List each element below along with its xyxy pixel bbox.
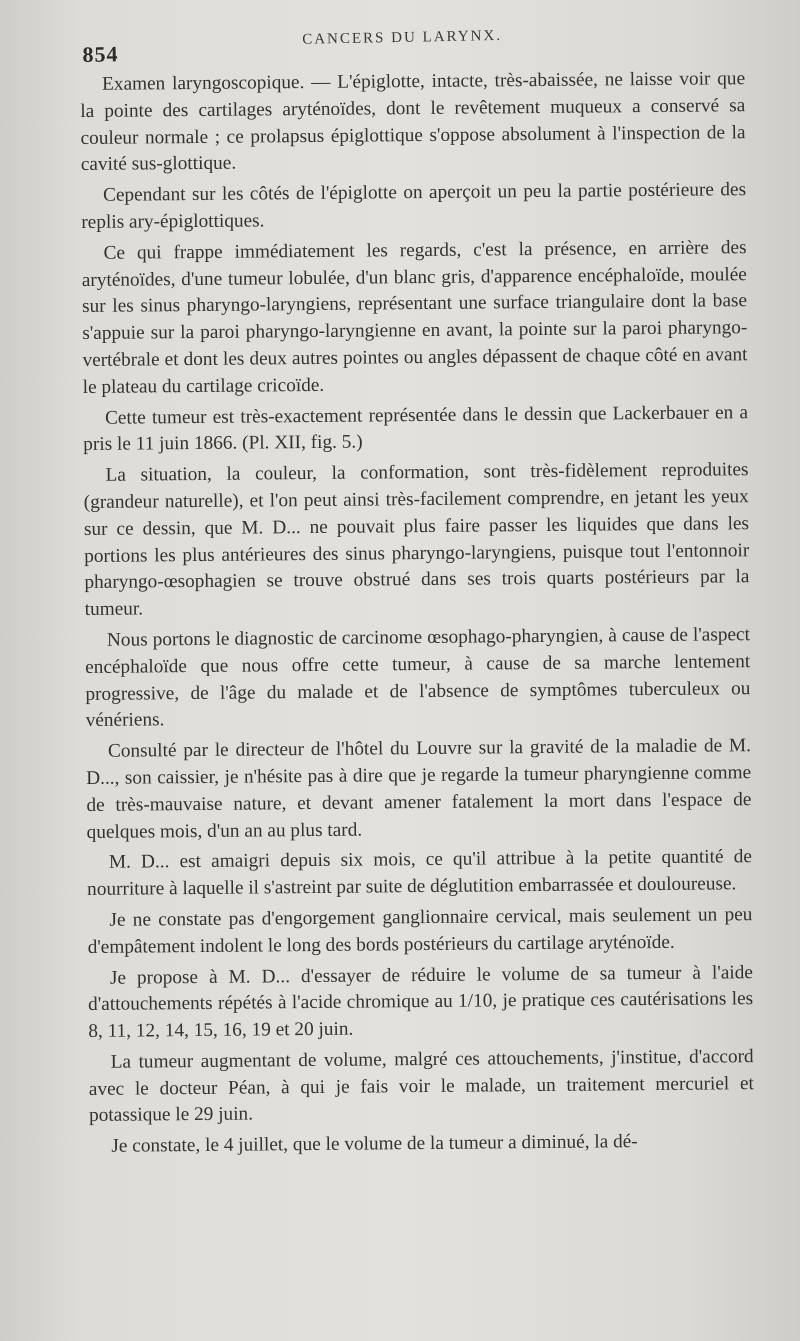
body-text <box>80 66 755 1165</box>
paragraph: La tumeur augmentant de volume, malgré ces attouchements, j'institue, d'accord avec le docteur Péan, à qui je fais voir le malade, un traitement mercuriel et potassique le 29 juin. <box>88 1046 754 1127</box>
paragraph: Cette tumeur est très-exactement représentée dans le dessin que Lackerbauer en a pris le 11 juin 1866. (Pl. XII, fig. 5.) <box>83 401 749 456</box>
paragraph: Consulté par le directeur de l'hôtel du Louvre sur la gravité de la maladie de M. D..., son caissier, je n'hésite pas à dire que je regarde la tumeur pharyngienne comme de très-mauvaise nature, et devant amener fatalement la mort dans l'espace de quelques mois, d'un an au plus tard. <box>86 735 752 843</box>
paragraph: Ce qui frappe immédiatement les regards, c'est la présence, en arrière des aryténoïdes, d'une tumeur lobulée, d'un blanc gris, d'apparence encéphaloïde, moulée sur les sinus pharyngo-laryngiens, représentant une surface triangulaire dont la base s'appuie sur la paroi pharyngo-laryngienne en avant, la pointe sur la paroi pharyngo-vertébrale et dont les deux autres pointes ou angles dépassent de chaque côté en avant le plateau du cartilage cricoïde. <box>81 236 748 398</box>
running-title: CANCERS DU LARYNX. <box>302 27 503 48</box>
paragraph: La situation, la couleur, la conformation, sont très-fidèlement reproduites (grandeur naturelle), et l'on peut ainsi très-facilement comprendre, en jetant les yeux sur ce dessin, que M. D... ne pouvait plus faire passer les liquides que dans les portions les plus antérieures des sinus pharyngo-laryngiens, puisque tout l'entonnoir pharyngo-œsophagien se trouve obstrué dans ses trois quarts postérieurs par la tumeur. <box>83 459 750 621</box>
paragraph: Je constate, le 4 juillet, que le volume de la tumeur a diminué, la dé- <box>111 1131 638 1158</box>
paragraph: Je propose à M. D... d'essayer de réduire le volume de sa tumeur à l'aide d'attouchements répétés à l'acide chromique au 1/10, je pratique ces cautérisations les 8, 11, 12, 14, 15, 16, 19 et 20 juin. <box>88 961 754 1043</box>
page-header <box>82 15 741 68</box>
paragraph: Cependant sur les côtés de l'épiglotte on aperçoit un peu la partie postérieure des replis ary-épiglottiques. <box>81 179 747 233</box>
paragraph: Je ne constate pas d'engorgement ganglionnaire cervical, mais seulement un peu d'empâtement indolent le long des bords postérieurs du cartilage aryténoïde. <box>87 904 753 958</box>
paragraph: Examen laryngoscopique. — L'épiglotte, intacte, très-abaissée, ne laisse voir que la pointe des cartilages aryténoïdes, dont le revêtement muqueux a conservé sa couleur normale ; ce prolapsus épiglottique s'oppose absolument à l'inspection de la cavité sus-glottique. <box>80 68 746 176</box>
page-number: 854 <box>82 41 119 67</box>
paragraph: Nous portons le diagnostic de carcinome œsophago-pharyngien, à cause de l'aspect encéphaloïde que nous offre cette tumeur, à cause de sa marche lentement progressive, de l'âge du malade et de l'absence de symptômes tuberculeux ou vénériens. <box>85 624 751 732</box>
paragraph: M. D... est amaigri depuis six mois, ce qu'il attribue à la petite quantité de nourriture à laquelle il s'astreint par suite de déglutition embarrassée et douloureuse. <box>87 846 752 901</box>
